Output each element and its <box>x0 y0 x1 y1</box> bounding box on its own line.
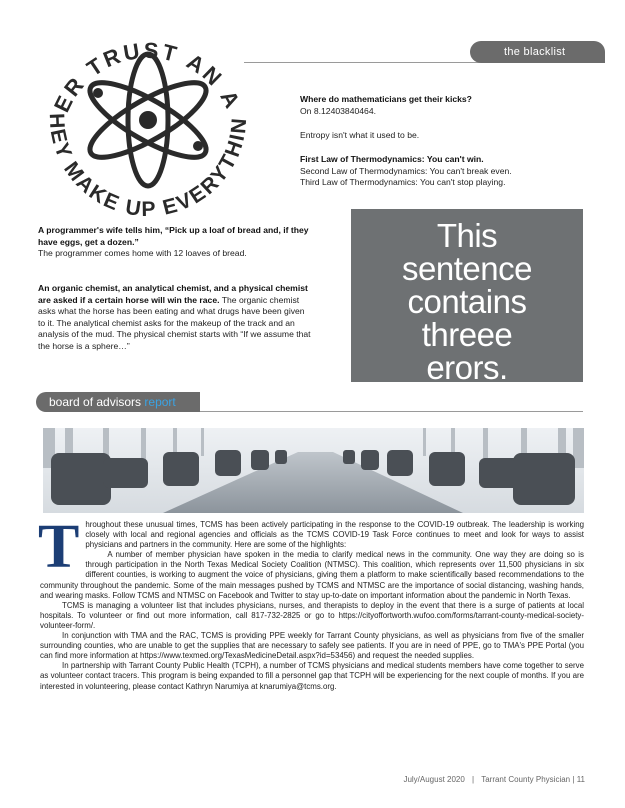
joke-math-answer: On 8.12403840464. <box>300 105 376 116</box>
joke-thermodynamics <box>300 154 600 189</box>
joke-programmer-setup: A programmer's wife tells him, “Pick up a loaf of bread and, if they have eggs, get a dozen.” <box>38 225 309 247</box>
blacklist-section-tab: the blacklist <box>470 41 605 63</box>
joke-chemist-setup: An organic chemist, an analytical chemist, and a physical chemist are asked if a certain horse will win the race. <box>38 283 308 305</box>
article-paragraph-1: hroughout these unusual times, TCMS has been actively participating in the response to the COVID-19 outbreak. The leadership is working closely with local and regional agencies and officials as the TCMS COVID-19 Task Force continues to meet and look for ways to assist physicians and partners in the community. Here are some of the highlights: <box>85 520 584 550</box>
advisors-report-article <box>38 513 584 692</box>
logo-top-text: ER TRUST AN A <box>48 37 246 117</box>
atom-logo <box>28 18 268 218</box>
article-paragraph-3: TCMS is managing a volunteer list that includes physicians, nurses, and therapists to deploy in the event that there is a surge of patients at local hospitals. To volunteer or find out more information, call 817-732-2825 or go to https://cityoffortworth.wufoo.com/forms/tarrant-county-medical-society-volunteer-form/. <box>40 600 584 630</box>
advisors-tab-accent: report <box>144 395 176 409</box>
sentence-box <box>351 209 583 386</box>
joke-entropy: Entropy isn't what it used to be. <box>300 130 420 140</box>
joke-mathematicians <box>300 94 600 117</box>
boardroom-photo <box>43 428 584 513</box>
article-paragraph-5: In partnership with Tarrant County Public Health (TCPH), a number of TCMS physicians and medical students members have come together to serve as volunteer contact tracers. This program is being expanded to fill a personnel gap that TCPH will be experiencing for the next couple of months. If you are interested in volunteering, please contact Kathryn Narumiya at knarumiya@tcms.org. <box>40 661 584 691</box>
sentence-box-text: This sentence contains threee erors. <box>402 217 532 386</box>
advisors-section-tab <box>36 392 200 412</box>
footer-publication: Tarrant County Physician <box>481 775 571 784</box>
advisors-tab-label: board of advisors <box>49 395 142 409</box>
joke-programmer-punchline: The programmer comes home with 12 loaves of bread. <box>38 248 247 259</box>
footer-issue: July/August 2020 <box>403 775 465 784</box>
page-footer <box>360 775 585 784</box>
drop-cap: T <box>38 513 80 581</box>
joke-programmer <box>38 225 313 260</box>
logo-bottom-text: HEY MAKE UP EVERYTHIN <box>44 112 252 218</box>
footer-separator-2: | <box>572 775 575 784</box>
joke-thermo-first: First Law of Thermodynamics: You can't win. <box>300 154 484 164</box>
joke-thermo-third: Third Law of Thermodynamics: You can't stop playing. <box>300 177 506 188</box>
article-paragraph-2: A number of member physician have spoken in the media to clarify medical news in the community. One way they are doing so is through participation in the North Texas Medical Society Coalition (NTMSC). This coalition, which represents over 11,500 physicians in six different counties, is working to augment the voice of physicians, giving them a platform to make scientifically based recommendations to the community throughout the pandemic. Some of the main messages pushed by TCMS and NTMSC are the importance of social distancing, washing hands, and wearing masks. Follow TCMS and NTMSC on Facebook and Twitter to stay up-to-date on important information about the pandemic in North Texas. <box>40 550 584 600</box>
atom-icon <box>28 18 268 218</box>
article-paragraph-4: In conjunction with TMA and the RAC, TCMS is providing PPE weekly for Tarrant County physicians, as well as physicians from five of the smaller surrounding counties, who are unable to get the supplies that are necessary to safely see patients. If you are in need of PPE, go to TMA's PPE Portal (you can find more information at https://www.texmed.org/TexasMedicineDetail.aspx?id=53456) and request the needed supplies. <box>40 631 584 661</box>
joke-math-question: Where do mathematicians get their kicks? <box>300 94 472 104</box>
joke-thermo-second: Second Law of Thermodynamics: You can't break even. <box>300 165 512 176</box>
joke-chemist-punchline: The organic chemist asks what the horse has been eating and what drugs have been given to it. The analytical chemist asks for the makeup of the track and an analysis of the mud. The physical chemist starts with “If we assume that the horse is a sphere…” <box>38 294 311 351</box>
page-number: 11 <box>576 775 585 784</box>
advisors-divider <box>200 411 583 412</box>
footer-separator: | <box>472 775 475 784</box>
joke-chemist <box>38 283 313 353</box>
